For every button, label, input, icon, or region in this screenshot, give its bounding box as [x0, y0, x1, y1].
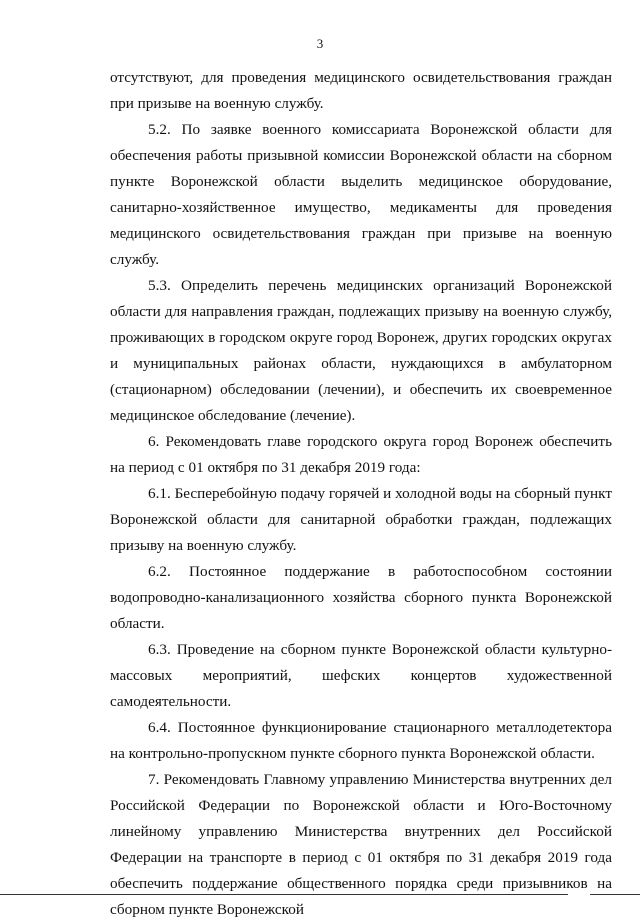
page-bottom-rule: [0, 894, 568, 895]
paragraph-6-4: 6.4. Постоянное функционирование стационарного металлодетектора на контрольно-пропускном пункте сборного пункта Воронежской области.: [110, 719, 612, 762]
paragraph-6-2: 6.2. Постоянное поддержание в работоспособном состоянии водопроводно-канализационного хозяйства сборного пункта Воронежской области.: [110, 563, 612, 632]
paragraph-6: 6. Рекомендовать главе городского округа город Воронеж обеспечить на период с 01 октября по 31 декабря 2019 года:: [110, 433, 612, 476]
paragraph-7: 7. Рекомендовать Главному управлению Министерства внутренних дел Российской Федерации по Воронежской области и Юго-Восточному линейному управлению Министерства внутренних дел Российской Федерации на транспорте в период с 01 октября по 31 декабря 2019 года обеспечить поддержание общественного порядка среди призывников на сборном пункте Воронежской: [110, 771, 612, 918]
paragraph-6-3: 6.3. Проведение на сборном пункте Воронежской области культурно-массовых мероприятий, шефских концертов художественной самодеятельности.: [110, 641, 612, 710]
paragraph-6-1: 6.1. Бесперебойную подачу горячей и холодной воды на сборный пункт Воронежской области для санитарной обработки граждан, подлежащих призыву на военную службу.: [110, 485, 612, 554]
page-bottom-rule-stub: [590, 894, 640, 895]
page-number: 3: [316, 36, 324, 51]
document-body: [110, 65, 612, 923]
paragraph-continuation: отсутствуют, для проведения медицинского освидетельствования граждан при призыве на военную службу.: [110, 69, 612, 112]
paragraph-5-2: 5.2. По заявке военного комиссариата Воронежской области для обеспечения работы призывной комиссии Воронежской области на сборном пункте Воронежской области выделить медицинское оборудование, санитарно-хозяйственное имущество, медикаменты для проведения медицинского освидетельствования граждан при призыве на военную службу.: [110, 121, 612, 268]
paragraph-5-3: 5.3. Определить перечень медицинских организаций Воронежской области для направления граждан, подлежащих призыву на военную службу, проживающих в городском округе город Воронеж, других городских округах и муниципальных районах области, нуждающихся в амбулаторном (стационарном) обследовании (лечении), и обеспечить их своевременное медицинское обследование (лечение).: [110, 277, 612, 424]
